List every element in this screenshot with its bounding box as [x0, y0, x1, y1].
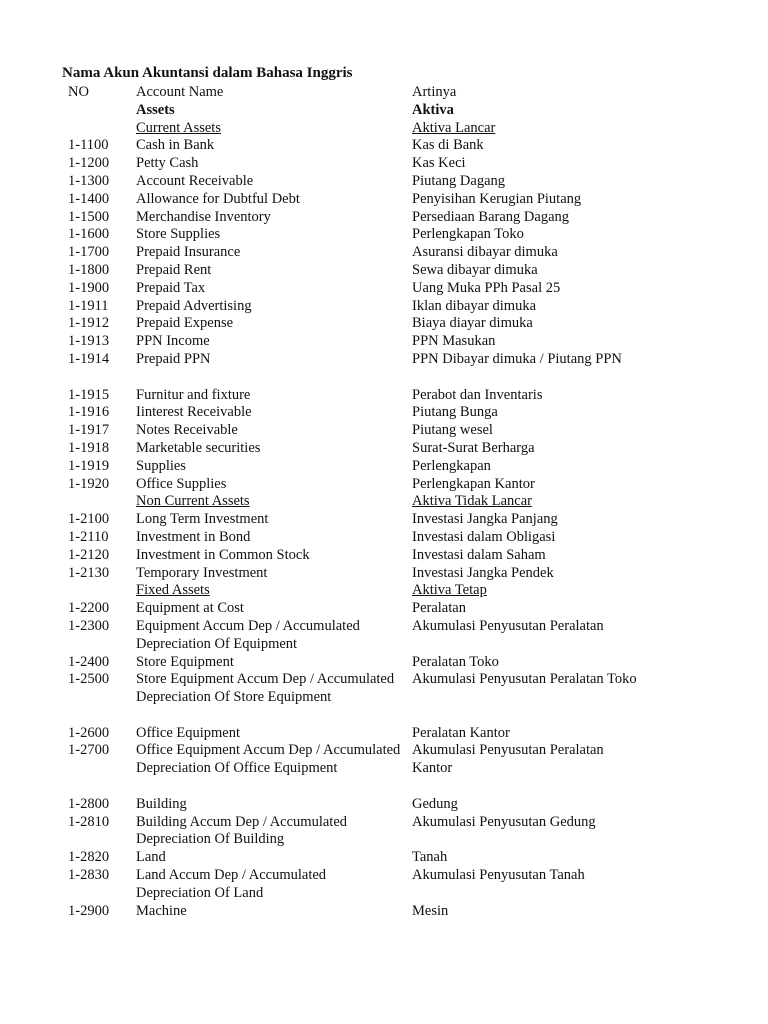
document-title: Nama Akun Akuntansi dalam Bahasa Inggris [62, 65, 353, 81]
account-name: Store Equipment Accum Dep / Accumulated Depreciation Of Store Equipment [136, 671, 395, 706]
account-meaning: Akumulasi Penyusutan Peralatan Toko [412, 671, 637, 688]
account-name: Building [136, 795, 187, 812]
account-number: 1-2120 [68, 546, 110, 563]
account-meaning: Perlengkapan [412, 457, 491, 474]
table-row [0, 298, 768, 316]
header-no: NO [68, 84, 89, 100]
account-name: Long Term Investment [136, 511, 269, 528]
account-name: Supplies [136, 457, 186, 474]
account-number: 1-1914 [68, 350, 110, 367]
table-row [0, 529, 768, 547]
table-row [0, 351, 768, 387]
account-meaning: Investasi dalam Saham [412, 546, 546, 563]
account-number: 1-2800 [68, 795, 110, 812]
table-row [0, 226, 768, 244]
account-meaning: Aktiva [412, 101, 454, 118]
account-table [0, 84, 768, 920]
table-row [0, 849, 768, 867]
account-name: Office Equipment [136, 724, 241, 741]
table-row [0, 280, 768, 298]
account-number: 1-1917 [68, 422, 110, 439]
table-row [0, 244, 768, 262]
account-meaning: Peralatan [412, 600, 466, 617]
account-meaning: Akumulasi Penyusutan Peralatan [412, 617, 604, 634]
account-name: Prepaid Tax [136, 279, 206, 296]
table-row [0, 387, 768, 405]
table-row [0, 137, 768, 155]
account-name: Non Current Assets [136, 493, 250, 510]
account-number: 1-1300 [68, 172, 110, 189]
table-row [0, 565, 768, 583]
account-meaning: Persediaan Barang Dagang [412, 208, 570, 225]
account-meaning: Piutang wesel [412, 422, 493, 439]
account-name: Allowance for Dubtful Debt [136, 190, 300, 207]
account-name: Iinterest Receivable [136, 404, 252, 421]
account-number: 1-2820 [68, 849, 110, 866]
section-heading-row [0, 102, 768, 120]
account-meaning: PPN Dibayar dimuka / Piutang PPN [412, 350, 622, 367]
account-meaning: Aktiva Tetap [412, 582, 487, 599]
account-number: 1-1915 [68, 386, 110, 403]
table-row [0, 209, 768, 227]
account-meaning: Investasi Jangka Pendek [412, 564, 554, 581]
account-number: 1-1918 [68, 439, 110, 456]
header-artinya: Artinya [412, 84, 457, 100]
account-meaning: Peralatan Kantor [412, 724, 510, 741]
account-meaning: Uang Muka PPh Pasal 25 [412, 279, 561, 296]
account-meaning: Aktiva Lancar [412, 119, 496, 136]
account-name: Prepaid Advertising [136, 297, 252, 314]
account-number: 1-1400 [68, 190, 110, 207]
table-row [0, 440, 768, 458]
account-number: 1-1800 [68, 261, 110, 278]
account-meaning: Tanah [412, 849, 448, 866]
section-heading-row [0, 582, 768, 600]
table-row [0, 600, 768, 618]
account-name: Investment in Bond [136, 528, 251, 545]
account-number: 1-1920 [68, 475, 110, 492]
account-number: 1-1200 [68, 155, 110, 172]
account-name: Investment in Common Stock [136, 546, 310, 563]
account-name: Machine [136, 902, 187, 919]
account-name: PPN Income [136, 333, 210, 350]
table-row [0, 191, 768, 209]
account-name: Land Accum Dep / Accumulated Depreciation Of Land [136, 867, 327, 901]
account-number: 1-2830 [68, 867, 110, 884]
table-row [0, 654, 768, 672]
account-meaning: Investasi Jangka Panjang [412, 511, 558, 528]
account-name: Store Equipment [136, 653, 234, 670]
table-row [0, 814, 768, 850]
table-row [0, 262, 768, 280]
account-name: Office Equipment Accum Dep / Accumulated Depreciation Of Office Equipment [136, 742, 401, 777]
account-name: Building Accum Dep / Accumulated Depreciation Of Building [136, 813, 348, 848]
table-row [0, 725, 768, 743]
account-number: 1-1700 [68, 244, 110, 261]
account-number: 1-2700 [68, 742, 110, 759]
section-heading-row [0, 493, 768, 511]
account-number: 1-1913 [68, 333, 110, 350]
account-name: Petty Cash [136, 155, 199, 172]
table-row [0, 796, 768, 814]
account-meaning: Investasi dalam Obligasi [412, 528, 556, 545]
table-row [0, 867, 768, 903]
account-name: Cash in Bank [136, 137, 215, 154]
account-name: Temporary Investment [136, 564, 268, 581]
account-number: 1-2500 [68, 671, 110, 688]
account-meaning: Asuransi dibayar dimuka [412, 244, 558, 261]
account-name: Notes Receivable [136, 422, 238, 439]
account-name: Furnitur and fixture [136, 386, 251, 403]
account-number: 1-2300 [68, 617, 110, 634]
account-meaning: Penyisihan Kerugian Piutang [412, 190, 582, 207]
account-number: 1-1100 [68, 137, 109, 154]
table-row [0, 547, 768, 565]
table-row [0, 903, 768, 921]
account-number: 1-2100 [68, 511, 110, 528]
account-meaning: Peralatan Toko [412, 653, 499, 670]
account-meaning: Kas di Bank [412, 137, 484, 154]
table-row [0, 404, 768, 422]
account-name: Assets [136, 101, 175, 118]
account-name: Merchandise Inventory [136, 208, 271, 225]
account-name: Store Supplies [136, 226, 221, 243]
account-meaning: Aktiva Tidak Lancar [412, 493, 533, 510]
table-header-row [0, 84, 768, 102]
account-meaning: Piutang Dagang [412, 172, 506, 189]
account-meaning: Akumulasi Penyusutan Peralatan Kantor [412, 742, 604, 777]
account-meaning: Gedung [412, 795, 458, 812]
table-row [0, 618, 768, 654]
account-number: 1-1912 [68, 315, 110, 332]
account-number: 1-2810 [68, 813, 110, 830]
table-row [0, 742, 768, 795]
account-name: Prepaid PPN [136, 350, 211, 367]
account-name: Prepaid Insurance [136, 244, 241, 261]
account-number: 1-2200 [68, 600, 110, 617]
table-row [0, 476, 768, 494]
account-number: 1-1919 [68, 457, 110, 474]
account-meaning: Surat-Surat Berharga [412, 439, 535, 456]
table-row [0, 173, 768, 191]
account-number: 1-2110 [68, 528, 109, 545]
account-number: 1-2130 [68, 564, 110, 581]
table-row [0, 511, 768, 529]
account-number: 1-2400 [68, 653, 110, 670]
account-name: Marketable securities [136, 439, 261, 456]
account-number: 1-2600 [68, 724, 110, 741]
account-name: Account Receivable [136, 172, 254, 189]
account-meaning: Mesin [412, 902, 449, 919]
table-row [0, 155, 768, 173]
account-name: Fixed Assets [136, 582, 210, 599]
header-account-name: Account Name [136, 84, 224, 100]
table-row [0, 315, 768, 333]
account-meaning: Perlengkapan Toko [412, 226, 524, 243]
account-meaning: Kas Keci [412, 155, 466, 172]
account-number: 1-2900 [68, 902, 110, 919]
account-meaning: Perabot dan Inventaris [412, 386, 543, 403]
table-row [0, 458, 768, 476]
account-name: Prepaid Rent [136, 261, 212, 278]
account-meaning: Biaya diayar dimuka [412, 315, 533, 332]
account-meaning: Akumulasi Penyusutan Gedung [412, 813, 596, 830]
account-number: 1-1500 [68, 208, 110, 225]
account-meaning: Perlengkapan Kantor [412, 475, 535, 492]
account-name: Land [136, 849, 166, 866]
account-number: 1-1911 [68, 297, 109, 314]
account-meaning: PPN Masukan [412, 333, 496, 350]
account-name: Current Assets [136, 119, 221, 136]
account-meaning: Sewa dibayar dimuka [412, 261, 538, 278]
account-meaning: Piutang Bunga [412, 404, 498, 421]
account-name: Equipment at Cost [136, 600, 244, 617]
account-name: Office Supplies [136, 475, 227, 492]
table-row [0, 333, 768, 351]
account-meaning: Iklan dibayar dimuka [412, 297, 537, 314]
account-meaning: Akumulasi Penyusutan Tanah [412, 867, 585, 884]
account-number: 1-1900 [68, 279, 110, 296]
account-number: 1-1600 [68, 226, 110, 243]
account-name: Prepaid Expense [136, 315, 234, 332]
table-row [0, 671, 768, 724]
table-row [0, 422, 768, 440]
account-name: Equipment Accum Dep / Accumulated Depreciation Of Equipment [136, 617, 360, 652]
section-heading-row [0, 120, 768, 138]
account-number: 1-1916 [68, 404, 110, 421]
